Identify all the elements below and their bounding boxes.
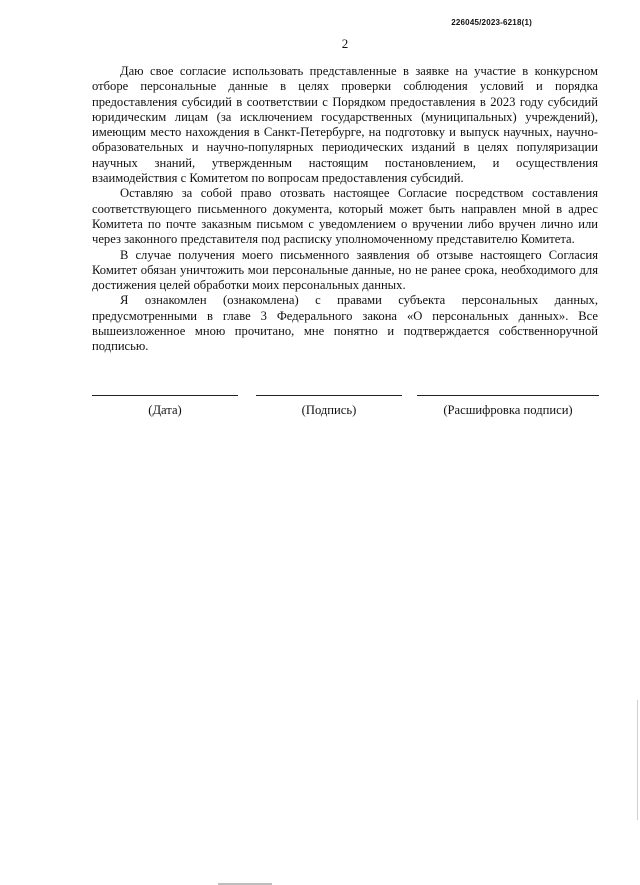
page-number: 2 <box>341 36 349 51</box>
paragraph-acknowledgement: Я ознакомлен (ознакомлена) с правами субъекта персональных данных, предусмотренными в главе 3 Федерального закона «О персональных данных». Все вышеизложенное мною прочитано, мне понятно и подтверждается собственноручной подписью. <box>92 293 598 354</box>
signature-label: (Подпись) <box>301 403 357 417</box>
signature-line-sign <box>256 395 402 396</box>
paragraph-data-destruction: В случае получения моего письменного заявления об отзыве настоящего Согласия Комитет обязан уничтожить мои персональные данные, но не ранее срока, необходимого для достижения целей обработки моих персональных данных. <box>92 247 598 293</box>
signature-line-decode <box>417 395 599 396</box>
consent-body <box>92 64 598 355</box>
doc-number: 226045/2023-6218(1) <box>451 18 532 27</box>
signature-line-date <box>92 395 238 396</box>
paragraph-revocation-right: Оставляю за собой право отозвать настоящее Согласие посредством составления соответствующего письменного документа, который может быть направлен мной в адрес Комитета по почте заказным письмом с уведомлением о вручении либо вручен лично или через законного представителя под расписку уполномоченному представителю Комитета. <box>92 186 598 247</box>
signature-decode-label: (Расшифровка подписи) <box>443 403 573 417</box>
date-label: (Дата) <box>148 403 182 417</box>
paragraph-consent: Даю свое согласие использовать представленные в заявке на участие в конкурсном отборе персональные данные в целях проверки соблюдения условий и порядка предоставления субсидий в соответствии с Порядком предоставления в 2023 году субсидий юридическим лицам (за исключением государственных (муниципальных) учреждений), имеющим место нахождения в Санкт-Петербурге, на подготовку и выпуск научных, научно-образовательных и научно-популярных периодических изданий в целях популяризации научных знаний, утвержденным настоящим постановлением, и осуществления взаимодействия с Комитетом по вопросам предоставления субсидий. <box>92 64 598 186</box>
scan-edge-mark <box>637 700 638 820</box>
